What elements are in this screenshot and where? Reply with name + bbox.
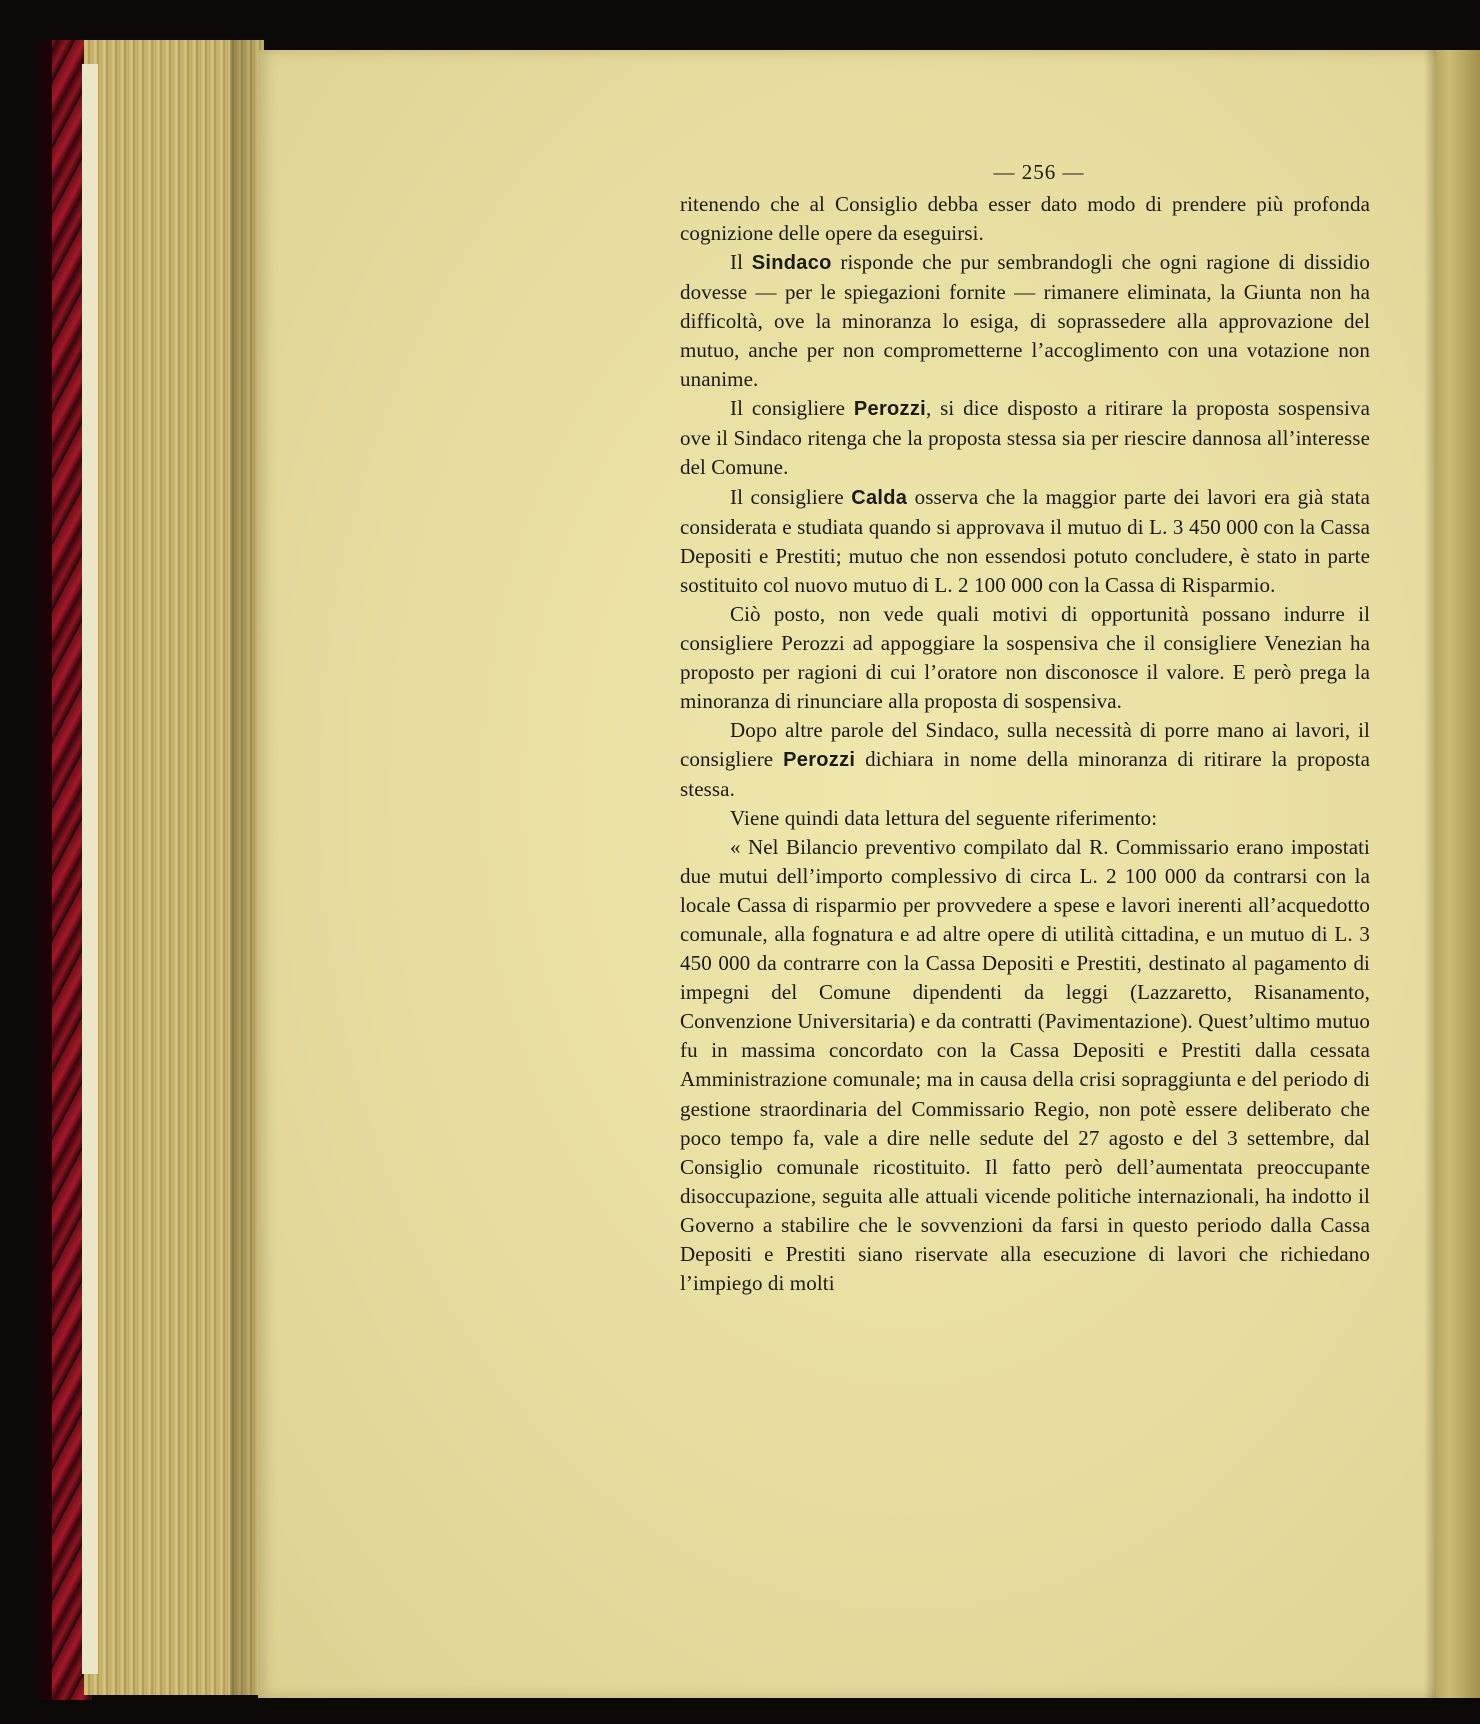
- paragraph: [680, 483, 1370, 600]
- paragraph-text: « Nel Bilancio preventivo compilato dal R. Commissario erano impostati due mutui dell’importo complessivo di circa L. 2 100 000 da contrarsi con la locale Cassa di risparmio per provvedere a spese e lavori inerenti all’acquedotto comunale, alla fognatura e ad altre opere di utilità cittadina, e un mutuo di L. 3 450 000 da contrarre con la Cassa Depositi e Prestiti, destinato al pagamento di impegni del Comune dipendenti da leggi (Lazzaretto, Risanamento, Convenzione Universitaria) e da contratti (Pavimentazione). Quest’ultimo mutuo fu in massima concordato con la Cassa Depositi e Prestiti dalla cessata Amministrazione comunale; ma in causa della crisi sopraggiunta e del periodo di gestione straordinaria del Commissario Regio, non potè essere deliberato che poco tempo fa, vale a dire nelle sedute del 27 agosto e del 3 settembre, dal Consiglio comunale ricostituito. Il fatto però dell’aumentata preoccupante disoccupazione, seguita alle attuali vicende politiche internazionali, ha indotto il Governo a stabilire che le sovvenzioni da farsi in questo periodo dalla Cassa Depositi e Prestiti siano riservate alla esecuzione di lavori che richiedano l’impiego di molti: [680, 835, 1370, 1295]
- paragraph-text: Ciò posto, non vede quali motivi di opportunità possano indurre il consigliere Perozzi ad appoggiare la sospensiva che il consigliere Venezian ha proposto per ragioni di cui l’oratore non disconosce il valore. E però prega la minoranza di rinunciare alla proposta di sospensiva.: [680, 601, 1370, 713]
- paragraph: [680, 394, 1370, 482]
- paragraph: [680, 804, 1370, 833]
- speaker-name: Calda: [851, 486, 908, 509]
- paragraph-text: Viene quindi data lettura del seguente riferimento:: [730, 806, 1158, 831]
- paragraph: [680, 600, 1370, 716]
- paragraph-text: dichiara in nome della minoranza di ritirare la proposta stessa.: [680, 746, 1370, 801]
- paragraph: [680, 248, 1370, 394]
- paragraph: [680, 833, 1370, 1298]
- paragraph-list: [680, 190, 1370, 1298]
- paragraph-text: ritenendo che al Consiglio debba esser dato modo di prendere più profonda cognizione delle opere da eseguirsi.: [680, 192, 1370, 246]
- paragraph-text: , si dice disposto a ritirare la proposta sospensiva ove il Sindaco ritenga che la proposta stessa sia per riescire dannosa all’interesse del Comune.: [680, 396, 1370, 480]
- page-number: — 256 —: [993, 160, 1085, 184]
- page-right-edge: [1436, 50, 1480, 1698]
- speaker-name: Perozzi: [783, 748, 856, 771]
- paragraph: [680, 716, 1370, 804]
- page-text: [680, 158, 1370, 1298]
- paragraph-text: risponde che pur sembrandogli che ogni ragione di dissidio dovesse — per le spiegazioni fornite — rimanere eliminata, la Giunta non ha difficoltà, ove la minoranza lo esiga, di soprassedere alla approvazione del mutuo, anche per non comprometterne l’accoglimento con una votazione non unanime.: [680, 250, 1370, 392]
- paragraph-text: osserva che la maggior parte dei lavori era già stata considerata e studiata quando si approvava il mutuo di L. 3 450 000 con la Cassa Depositi e Prestiti; mutuo che non essendosi potuto concludere, è stato in parte sostituito col nuovo mutuo di L. 2 100 000 con la Cassa di Risparmio.: [680, 484, 1370, 597]
- paragraph-text: Il consigliere: [730, 484, 852, 509]
- speaker-name: Sindaco: [751, 252, 832, 275]
- paragraph-text: Il: [730, 250, 752, 275]
- flyleaf-edge: [82, 64, 98, 1674]
- book-spine-shadow: [40, 40, 52, 1700]
- paragraph: [680, 190, 1370, 248]
- paragraph-text: Il consigliere: [730, 396, 854, 421]
- paragraph-text: Dopo altre parole del Sindaco, sulla necessità di porre mano ai lavori, il consigliere: [680, 717, 1370, 771]
- speaker-name: Perozzi: [853, 398, 926, 421]
